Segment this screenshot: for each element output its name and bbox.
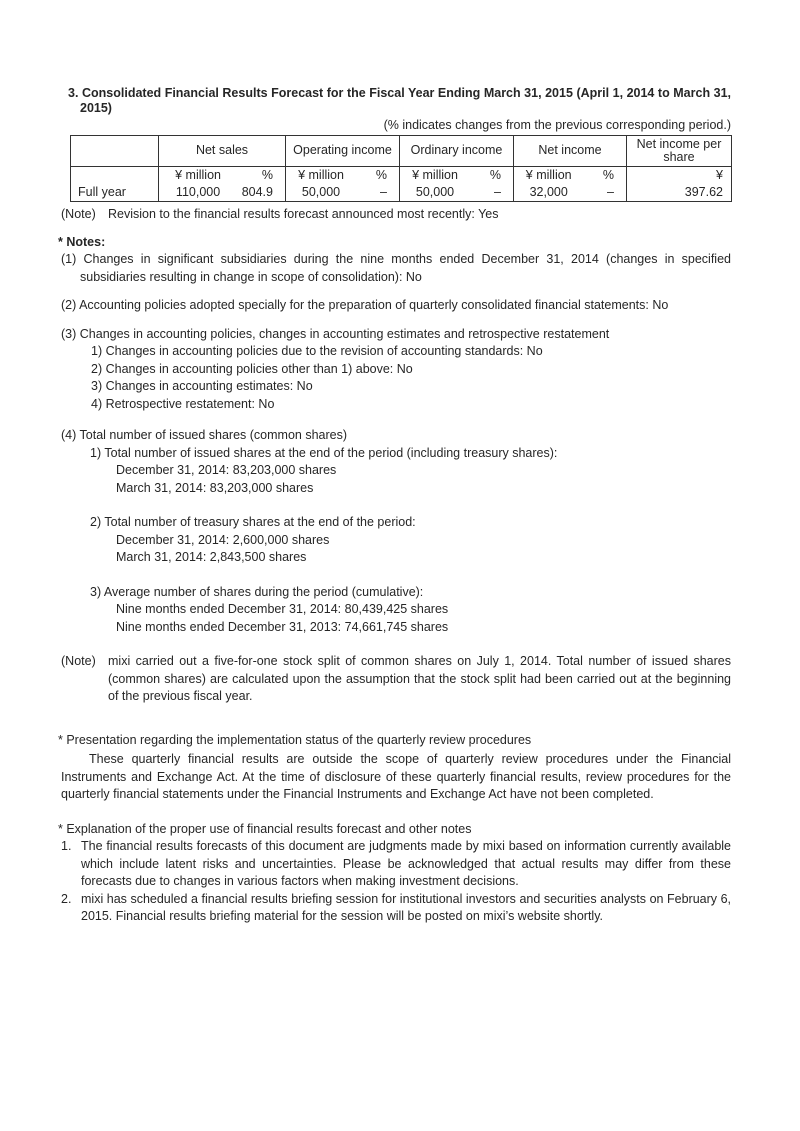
forecast-use-heading: * Explanation of the proper use of financial results forecast and other notes [58, 821, 472, 836]
review-section-body: These quarterly financial results are outside the scope of quarterly review procedures under the Financial Instruments and Exchange Act. At the time of disclosure of these quarterly financial results, review procedures for the quarterly financial statements under the Financial Instruments and Exchange Act have not been completed. [61, 752, 731, 801]
col-header-ordinary-income: Ordinary income [400, 136, 514, 167]
shares-detail: March 31, 2014: 2,843,500 shares [116, 550, 307, 564]
percent-label: % [489, 167, 501, 182]
section-number: 3. [68, 86, 79, 100]
note-item-3-sub-2: 2) Changes in accounting policies other than 1) above: No [91, 361, 413, 376]
table-note [61, 206, 731, 224]
note-marker: (Note) [61, 207, 96, 221]
shares-group-title: 1) Total number of issued shares at the end of the period (including treasury shares): [90, 445, 558, 460]
unit-label: ¥ million [412, 167, 458, 182]
forecast-table [70, 135, 732, 202]
item-marker: (4) [61, 428, 77, 442]
stock-split-note-text: mixi carried out a five-for-one stock split of common shares on July 1, 2014. Total number of issued shares (common shares) are calculated upon the assumption that the stock split had been carried out at the beginning of the previous fiscal year. [108, 654, 731, 703]
shares-detail: December 31, 2014: 2,600,000 shares [116, 532, 330, 547]
row-label: Full year [78, 184, 126, 199]
shares-group-3 [58, 584, 731, 637]
operating-income-cell [286, 167, 400, 202]
item-marker: 2. [61, 891, 72, 906]
shares-detail: March 31, 2014: 83,203,000 shares [116, 480, 314, 495]
notes-heading: * Notes: [58, 234, 106, 249]
unit-label: ¥ million [298, 167, 344, 182]
section-title-text: Consolidated Financial Results Forecast for the Fiscal Year Ending March 31, 2015 (April 1, 2014 to March 31, 2015) [80, 86, 731, 115]
net-income-cell [514, 167, 627, 202]
table-header-row [71, 136, 732, 167]
table-data-row [71, 167, 732, 202]
col-header-operating-income: Operating income [286, 136, 400, 167]
note-item-2 [61, 297, 731, 315]
item-text: The financial results forecasts of this document are judgments made by mixi based on information currently available which include latent risks and uncertainties. Please be acknowledged that actual results may differ from these forecasts due to changes in various factors when making investment decisions. [81, 839, 731, 888]
table-note-text: Revision to the financial results forecast announced most recently: Yes [108, 207, 499, 221]
note-item-3-sub-3: 3) Changes in accounting estimates: No [91, 379, 313, 393]
percent-label: % [602, 167, 614, 182]
col-header-net-income-per-share: Net income per share [627, 136, 732, 167]
net-sales-cell [159, 167, 286, 202]
item-marker: (1) [61, 252, 77, 266]
ordinary-income-cell [400, 167, 514, 202]
percent-label: % [261, 167, 273, 182]
item-marker: (2) [61, 298, 77, 312]
forecast-use-item-1 [61, 838, 731, 891]
per-share-value: 397.62 [684, 184, 723, 199]
ordinary-income-value: 50,000 [415, 184, 455, 199]
stock-split-note [61, 653, 731, 706]
operating-income-percent: – [380, 184, 387, 199]
note-item-1 [61, 251, 731, 286]
operating-income-value: 50,000 [301, 184, 341, 199]
shares-group-title: 2) Total number of treasury shares at the end of the period: [90, 515, 416, 529]
shares-detail: December 31, 2014: 83,203,000 shares [116, 463, 337, 477]
net-sales-percent: 804.9 [241, 184, 273, 199]
shares-detail: Nine months ended December 31, 2013: 74,661,745 shares [116, 619, 449, 634]
item-text: Changes in accounting policies, changes in accounting estimates and retrospective restatement [79, 326, 610, 341]
note-item-3 [61, 326, 731, 344]
note-item-4 [61, 427, 731, 445]
item-marker: 1. [61, 839, 72, 853]
shares-group-title: 3) Average number of shares during the period (cumulative): [90, 584, 424, 599]
net-income-value: 32,000 [529, 184, 568, 199]
ordinary-income-percent: – [494, 184, 501, 199]
col-header-net-sales: Net sales [159, 136, 286, 167]
percent-label: % [375, 167, 387, 182]
item-text: Changes in significant subsidiaries during the nine months ended December 31, 2014 (changes in specified subsidiaries resulting in change in scope of consolidation): No [80, 252, 731, 284]
note-item-3-sub-4: 4) Retrospective restatement: No [91, 396, 275, 411]
item-marker: (3) [61, 326, 77, 341]
note-item-3-sub-1: 1) Changes in accounting policies due to the revision of accounting standards: No [91, 344, 543, 358]
table-corner-cell [71, 136, 159, 167]
net-income-percent: – [607, 184, 614, 199]
unit-label: ¥ million [525, 167, 572, 182]
yen-label: ¥ [716, 167, 723, 182]
note-marker: (Note) [61, 654, 96, 668]
per-share-cell [627, 167, 732, 202]
row-label-cell [71, 167, 159, 202]
shares-detail: Nine months ended December 31, 2014: 80,439,425 shares [116, 602, 449, 616]
item-text: Total number of issued shares (common shares) [79, 428, 348, 442]
forecast-use-item-2 [61, 891, 731, 926]
shares-group-1 [58, 445, 731, 498]
col-header-net-income: Net income [514, 136, 627, 167]
table-caption: (% indicates changes from the previous corresponding period.) [383, 118, 731, 132]
net-sales-value: 110,000 [175, 184, 221, 199]
section-title [68, 86, 731, 115]
item-text: Accounting policies adopted specially for the preparation of quarterly consolidated financial statements: No [79, 298, 669, 312]
review-section-heading: * Presentation regarding the implementation status of the quarterly review procedures [58, 732, 532, 747]
item-text: mixi has scheduled a financial results briefing session for institutional investors and securities analysts on February 6, 2015. Financial results briefing material for the session will be posted on mixi’s website shortly. [81, 891, 731, 923]
unit-label: ¥ million [175, 167, 221, 182]
shares-group-2 [58, 514, 731, 567]
